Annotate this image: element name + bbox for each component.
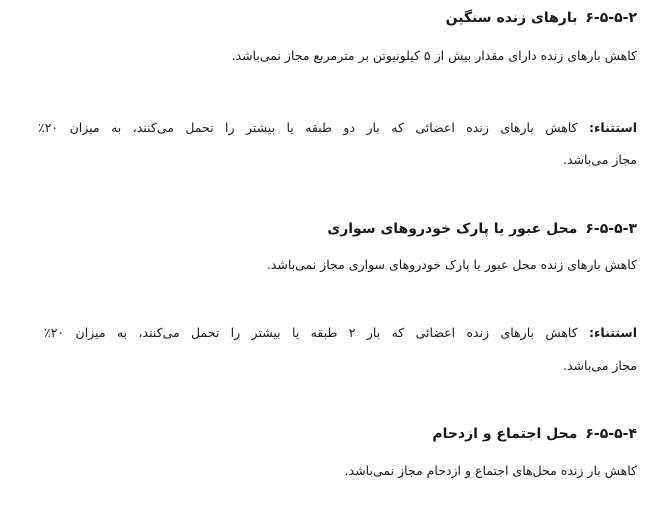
- section-title: محل اجتماع و ازدحام: [432, 426, 578, 442]
- section-number: ۶-۵-۵-۳: [585, 221, 637, 237]
- exception-paragraph-line2: مجاز می‌باشد.: [563, 358, 637, 373]
- section-number: ۶-۵-۵-۲: [585, 10, 637, 26]
- exception-paragraph-line2: مجاز می‌باشد.: [563, 152, 637, 167]
- section-heading: [432, 426, 637, 442]
- exception-label: استثناء:: [589, 325, 637, 340]
- section-body: کاهش بارهای زنده محل عبور یا پارک خودروهای سواری مجاز نمی‌باشد.: [266, 257, 637, 272]
- exception-text: کاهش بارهای زنده اعضائی که بار ۲ طبقه یا بیشتر را تحمل می‌کنند، به میزان ۲۰٪: [44, 325, 578, 340]
- exception-text: کاهش بارهای زنده اعضائی که بار دو طبقه یا بیشتر را تحمل می‌کنند، به میزان ۲۰٪: [38, 120, 578, 135]
- exception-label: استثناء:: [589, 120, 637, 135]
- section-body: کاهش بار زنده محل‌های اجتماع و ازدحام مجاز نمی‌باشد.: [344, 463, 637, 478]
- section-heading: [446, 10, 637, 26]
- section-title: بارهای زنده سنگین: [445, 10, 578, 26]
- section-heading: [327, 221, 637, 237]
- section-number: ۶-۵-۵-۴: [585, 426, 637, 442]
- exception-paragraph-line1: [44, 325, 637, 340]
- section-title: محل عبور یا پارک خودروهای سواری: [327, 221, 578, 237]
- section-body: کاهش بارهای زنده دارای مقدار بیش از ۵ کیلونیوتن بر مترمربع مجاز نمی‌باشد.: [231, 48, 637, 63]
- exception-paragraph-line1: [38, 120, 637, 135]
